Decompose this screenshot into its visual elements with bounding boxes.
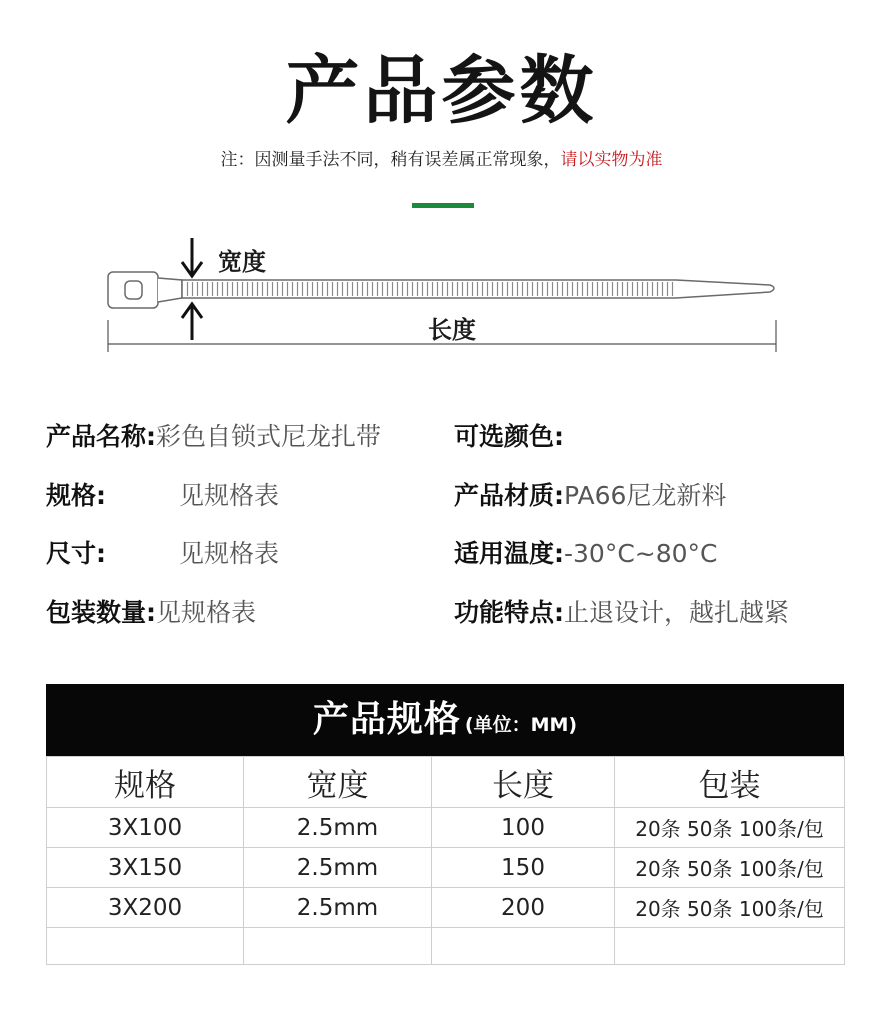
table-cell: 3X150 — [47, 848, 244, 888]
table-cell: 20条 50条 100条/包 — [615, 848, 845, 888]
tie-head-slot — [125, 281, 142, 299]
tie-neck — [158, 278, 182, 302]
table-cell: 2.5mm — [244, 808, 432, 848]
length-label: 长度 — [428, 316, 476, 344]
param-value: 彩色自锁式尼龙扎带 — [156, 422, 382, 451]
param-value: 止退设计，越扎越紧 — [564, 598, 790, 627]
table-row — [47, 848, 845, 888]
table-cell: 20条 50条 100条/包 — [615, 888, 845, 928]
param-key: 产品名称: — [46, 422, 156, 451]
spec-table-title: 产品规格 — [312, 699, 461, 740]
table-cell: 20条 50条 100条/包 — [615, 808, 845, 848]
column-header: 长度 — [432, 757, 615, 808]
table-cell — [615, 928, 845, 965]
param-value: 见规格表 — [179, 481, 280, 510]
column-header: 宽度 — [244, 757, 432, 808]
param-package-qty — [46, 596, 256, 630]
param-key: 适用温度: — [454, 539, 564, 568]
table-row-empty — [47, 928, 845, 965]
table-cell — [432, 928, 615, 965]
param-temperature — [454, 537, 718, 571]
table-cell: 3X200 — [47, 888, 244, 928]
table-cell: 2.5mm — [244, 888, 432, 928]
table-row — [47, 808, 845, 848]
divider-bar — [412, 203, 474, 208]
param-key: 可选颜色: — [454, 422, 564, 451]
table-cell: 200 — [432, 888, 615, 928]
cable-tie-diagram — [0, 230, 883, 360]
param-key: 包装数量: — [46, 598, 156, 627]
param-key: 产品材质: — [454, 481, 564, 510]
note-text: 注：因测量手法不同，稍有误差属正常现象， — [220, 150, 561, 170]
page-title: 产品参数 — [285, 48, 598, 134]
table-row — [47, 888, 845, 928]
column-header: 包装 — [615, 757, 845, 808]
param-colors — [454, 420, 564, 454]
param-key: 尺寸: — [46, 539, 106, 568]
param-value: -30°C~80°C — [564, 539, 718, 568]
spec-table-unit: (单位：MM) — [464, 714, 578, 736]
table-cell: 100 — [432, 808, 615, 848]
table-cell: 2.5mm — [244, 848, 432, 888]
table-cell — [244, 928, 432, 965]
table-cell — [47, 928, 244, 965]
note-highlight: 请以实物为准 — [560, 150, 663, 170]
column-header: 规格 — [47, 757, 244, 808]
spec-table — [46, 756, 845, 965]
param-product-name — [46, 420, 381, 454]
param-key: 功能特点: — [454, 598, 564, 627]
param-features — [454, 596, 789, 630]
tie-teeth — [184, 282, 674, 296]
param-value: PA66尼龙新料 — [564, 481, 727, 510]
param-value: 见规格表 — [156, 598, 257, 627]
width-label: 宽度 — [218, 248, 266, 276]
param-value: 见规格表 — [179, 539, 280, 568]
param-spec — [46, 479, 279, 513]
table-cell: 150 — [432, 848, 615, 888]
param-size — [46, 537, 279, 571]
param-material — [454, 479, 726, 513]
param-key: 规格: — [46, 481, 106, 510]
spec-table-header — [46, 684, 844, 756]
table-cell: 3X100 — [47, 808, 244, 848]
table-header-row — [47, 757, 845, 808]
measurement-note — [0, 148, 883, 172]
